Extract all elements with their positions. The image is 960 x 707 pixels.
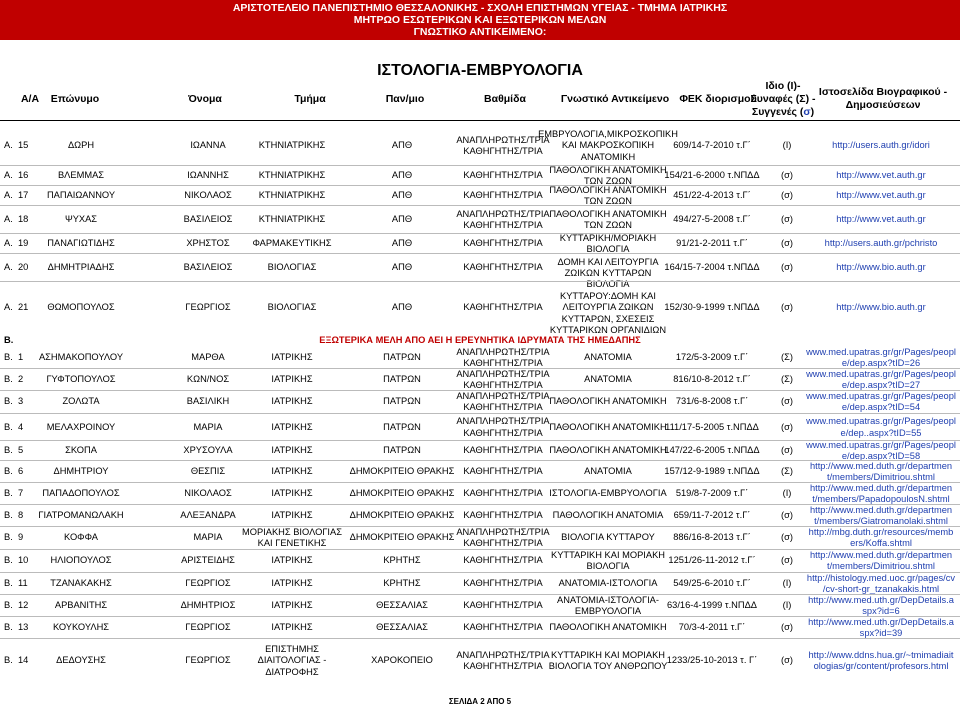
row-group: Α. [4, 190, 13, 201]
banner-subject-label: ΓΝΩΣΤΙΚΟ ΑΝΤΙΚΕΙΜΕΝΟ: [413, 26, 547, 38]
row-divider [0, 440, 960, 441]
row-kinship: (Ι) [782, 600, 792, 611]
row-divider [0, 572, 960, 573]
row-university: ΑΠΘ [391, 302, 413, 313]
row-firstname: ΑΡΙΣΤΕΙΔΗΣ [181, 555, 235, 566]
row-subject: ΙΣΤΟΛΟΓΙΑ-ΕΜΒΡΥΟΛΟΓΙΑ [549, 488, 667, 499]
table-row [0, 639, 960, 683]
row-university: ΑΠΘ [391, 262, 413, 273]
row-department: ΦΑΡΜΑΚΕΥΤΙΚΗΣ [252, 238, 332, 249]
row-website[interactable]: http://www.vet.auth.gr [836, 214, 926, 225]
row-rank: ΚΑΘΗΓΗΤΗΣ/ΤΡΙΑ [463, 510, 543, 521]
row-surname: ΒΛΕΜΜΑΣ [57, 170, 105, 181]
row-website[interactable]: http://www.med.duth.gr/departmen t/members/PapadopoulosN.shtml [809, 482, 953, 504]
row-university: ΘΕΣΣΑΛΙΑΣ [376, 622, 428, 633]
row-kinship: (σ) [781, 510, 793, 521]
section-letter: Β. [4, 335, 14, 345]
page-title: ΙΣΤΟΛΟΓΙΑ-ΕΜΒΡΥΟΛΟΓΙΑ [377, 62, 583, 79]
row-divider [0, 616, 960, 617]
page-number: ΣΕΛΙΔΑ 2 ΑΠΟ 5 [448, 697, 512, 706]
row-number: 17 [18, 190, 29, 201]
row-subject: ΑΝΑΤΟΜΙΑ [584, 352, 632, 363]
kinship-end: ) [810, 106, 815, 118]
header-divider [0, 120, 960, 121]
row-university: ΠΑΤΡΩΝ [383, 445, 421, 456]
table-row [0, 441, 960, 461]
row-subject: ΑΝΑΤΟΜΙΑ [584, 466, 632, 477]
header-banner [0, 0, 960, 40]
row-subject: ΠΑΘΟΛΟΓΙΚΗ ΑΝΑΤΟΜΙΚΗ [549, 445, 667, 456]
row-surname: ΠΑΠΑΔΟΠΟΥΛΟΣ [42, 488, 120, 499]
row-university: ΔΗΜΟΚΡΙΤΕΙΟ ΘΡΑΚΗΣ [349, 466, 455, 477]
row-department: ΙΑΤΡΙΚΗΣ [271, 374, 313, 385]
row-subject: ΑΝΑΤΟΜΙΑ-ΙΣΤΟΛΟΓΙΑ-ΕΜΒΡΥΟΛΟΓΙΑ [557, 594, 659, 616]
row-group: Β. [4, 374, 13, 385]
row-rank: ΚΑΘΗΓΗΤΗΣ/ΤΡΙΑ [463, 262, 543, 273]
row-number: 8 [18, 510, 24, 521]
row-group: Α. [4, 170, 13, 181]
table-row [0, 414, 960, 441]
row-firstname: ΜΑΡΙΑ [193, 421, 223, 432]
row-rank: ΚΑΘΗΓΗΤΗΣ/ΤΡΙΑ [463, 600, 543, 611]
table-row [0, 186, 960, 206]
row-rank: ΚΑΘΗΓΗΤΗΣ/ΤΡΙΑ [463, 578, 543, 589]
table-row [0, 347, 960, 369]
row-kinship: (σ) [781, 214, 793, 225]
col-rank: Βαθμίδα [484, 93, 526, 105]
row-firstname: ΓΕΩΡΓΙΟΣ [185, 578, 231, 589]
row-fek: 111/17-5-2005 τ.ΝΠΔΔ [665, 421, 759, 432]
row-fek: 451/22-4-2013 τ.Γ΄ [673, 190, 751, 201]
row-group: Α. [4, 262, 13, 273]
row-department: ΙΑΤΡΙΚΗΣ [271, 488, 313, 499]
row-university: ΠΑΤΡΩΝ [383, 421, 421, 432]
row-subject: ΠΑΘΟΛΟΓΙΚΗ ΑΝΑΤΟΜΙΚΗ ΤΩΝ ΖΩΩΝ [549, 184, 667, 206]
section-external-members [0, 335, 960, 346]
row-university: ΔΗΜΟΚΡΙΤΕΙΟ ΘΡΑΚΗΣ [349, 510, 455, 521]
row-university: ΑΠΘ [391, 214, 413, 225]
row-kinship: (σ) [781, 190, 793, 201]
row-subject: ΠΑΘΟΛΟΓΙΚΗ ΑΝΑΤΟΜΙΚΗ [549, 421, 667, 432]
row-kinship: (σ) [781, 532, 793, 543]
row-fek: 70/3-4-2011 τ.Γ΄ [678, 622, 746, 633]
row-rank: ΚΑΘΗΓΗΤΗΣ/ΤΡΙΑ [463, 466, 543, 477]
row-rank: ΑΝΑΠΛΗΡΩΤΗΣ/ΤΡΙΑ ΚΑΘΗΓΗΤΗΣ/ΤΡΙΑ [456, 390, 550, 412]
table-row [0, 128, 960, 164]
table-row [0, 483, 960, 505]
row-firstname: ΙΩΑΝΝΗΣ [187, 170, 229, 181]
row-university: ΑΠΘ [391, 190, 413, 201]
row-surname: ΖΟΛΩΤΑ [62, 396, 100, 407]
row-website[interactable]: www.med.upatras.gr/gr/Pages/peopl e/dep.aspx?tID=26 [806, 346, 956, 368]
row-kinship: (Ι) [782, 578, 792, 589]
col-univ: Παν/μιο [385, 93, 425, 105]
row-department: ΜΟΡΙΑΚΗΣ ΒΙΟΛΟΓΙΑΣ ΚΑΙ ΓΕΝΕΤΙΚΗΣ [242, 526, 342, 548]
table-row [0, 461, 960, 483]
row-university: ΚΡΗΤΗΣ [383, 578, 421, 589]
row-number: 4 [18, 421, 24, 432]
row-university: ΑΠΘ [391, 238, 413, 249]
row-website[interactable]: http://www.vet.auth.gr [836, 190, 926, 201]
row-divider [0, 205, 960, 206]
row-department: ΚΤΗΝΙΑΤΡΙΚΗΣ [258, 214, 326, 225]
row-firstname: ΧΡΥΣΟΥΛΑ [183, 445, 233, 456]
row-divider [0, 413, 960, 414]
row-divider [0, 281, 960, 282]
row-department: ΕΠΙΣΤΗΜΗΣ ΔΙΑΙΤΟΛΟΓΙΑΣ - ΔΙΑΤΡΟΦΗΣ [257, 643, 327, 677]
row-number: 13 [18, 622, 29, 633]
row-divider [0, 233, 960, 234]
row-number: 10 [18, 555, 29, 566]
row-kinship: (Ι) [782, 488, 792, 499]
table-header [0, 78, 960, 120]
row-fek: 519/8-7-2009 τ.Γ΄ [675, 488, 749, 499]
row-website[interactable]: http://users.auth.gr/pchristo [824, 238, 938, 249]
row-fek: 731/6-8-2008 τ.Γ΄ [675, 396, 749, 407]
row-subject: ΒΙΟΛΟΓΙΑ ΚΥΤΤΑΡΟΥ [561, 532, 655, 543]
row-university: ΔΗΜΟΚΡΙΤΕΙΟ ΘΡΑΚΗΣ [349, 532, 455, 543]
table-row [0, 595, 960, 617]
row-website[interactable]: http://www.ddns.hua.gr/~tmimadiait ologias/gr/content/profesors.html [808, 649, 954, 671]
row-firstname: ΓΕΩΡΓΙΟΣ [185, 302, 231, 313]
row-kinship: (σ) [781, 170, 793, 181]
row-firstname: ΒΑΣΙΛΕΙΟΣ [183, 214, 233, 225]
row-group: Β. [4, 510, 13, 521]
row-department: ΙΑΤΡΙΚΗΣ [271, 510, 313, 521]
row-surname: ΣΚΟΠΑ [65, 445, 97, 456]
row-subject: ΠΑΘΟΛΟΓΙΚΗ ΑΝΑΤΟΜΙΑ [552, 510, 664, 521]
kinship-symbol: σ [803, 106, 811, 118]
row-divider [0, 504, 960, 505]
row-kinship: (σ) [781, 396, 793, 407]
row-number: 3 [18, 396, 24, 407]
row-divider [0, 165, 960, 166]
row-group: Α. [4, 238, 13, 249]
row-department: ΚΤΗΝΙΑΤΡΙΚΗΣ [258, 170, 326, 181]
row-department: ΒΙΟΛΟΓΙΑΣ [267, 302, 317, 313]
section-title: ΕΞΩΤΕΡΙΚΑ ΜΕΛΗ ΑΠΟ ΑΕΙ Η ΕΡΕΥΝΗΤΙΚΑ ΙΔΡΥΜΑΤΑ ΤΗΣ ΗΜΕΔΑΠΗΣ [319, 335, 641, 345]
row-fek: 164/15-7-2004 τ.ΝΠΔΔ [664, 262, 760, 273]
row-group: Β. [4, 555, 13, 566]
row-surname: ΔΩΡΗ [67, 140, 95, 151]
row-kinship: (Σ) [781, 466, 793, 477]
table-row [0, 166, 960, 186]
row-university: ΚΡΗΤΗΣ [383, 555, 421, 566]
row-number: 19 [18, 238, 29, 249]
row-fek: 147/22-6-2005 τ.ΝΠΔΔ [664, 445, 760, 456]
row-group: Β. [4, 488, 13, 499]
row-website[interactable]: www.med.upatras.gr/gr/Pages/peopl e/dep.aspx?tID=58 [806, 439, 956, 461]
row-rank: ΚΑΘΗΓΗΤΗΣ/ΤΡΙΑ [463, 445, 543, 456]
row-rank: ΑΝΑΠΛΗΡΩΤΗΣ/ΤΡΙΑ ΚΑΘΗΓΗΤΗΣ/ΤΡΙΑ [456, 368, 550, 390]
row-number: 6 [18, 466, 24, 477]
table-row [0, 279, 960, 336]
row-subject: ΠΑΘΟΛΟΓΙΚΗ ΑΝΑΤΟΜΙΚΗ ΤΩΝ ΖΩΩΝ [549, 208, 667, 230]
row-university: ΠΑΤΡΩΝ [383, 374, 421, 385]
row-group: Α. [4, 214, 13, 225]
row-divider [0, 185, 960, 186]
row-surname: ΓΥΦΤΟΠΟΥΛΟΣ [46, 374, 116, 385]
row-department: ΙΑΤΡΙΚΗΣ [271, 352, 313, 363]
row-university: ΠΑΤΡΩΝ [383, 352, 421, 363]
row-surname: ΘΩΜΟΠΟΥΛΟΣ [47, 302, 115, 313]
row-subject: ΠΑΘΟΛΟΓΙΚΗ ΑΝΑΤΟΜΙΚΗ ΤΩΝ ΖΩΩΝ [549, 164, 667, 186]
row-kinship: (σ) [781, 421, 793, 432]
row-rank: ΚΑΘΗΓΗΤΗΣ/ΤΡΙΑ [463, 622, 543, 633]
row-number: 7 [18, 488, 24, 499]
row-number: 16 [18, 170, 29, 181]
row-kinship: (σ) [781, 655, 793, 666]
row-number: 11 [18, 578, 28, 589]
row-department: ΙΑΤΡΙΚΗΣ [271, 421, 313, 432]
row-fek: 152/30-9-1999 τ.ΝΠΔΔ [664, 302, 760, 313]
table-row [0, 206, 960, 234]
row-department: ΙΑΤΡΙΚΗΣ [271, 600, 313, 611]
row-department: ΒΙΟΛΟΓΙΑΣ [267, 262, 317, 273]
row-subject: ΑΝΑΤΟΜΙΑ-ΙΣΤΟΛΟΓΙΑ [558, 578, 658, 589]
row-number: 2 [18, 374, 24, 385]
row-website[interactable]: http://www.med.duth.gr/departmen t/members/Dimitriou.shtml [809, 460, 953, 482]
row-website[interactable]: http://users.auth.gr/idori [832, 140, 930, 151]
row-rank: ΑΝΑΠΛΗΡΩΤΗΣ/ΤΡΙΑ ΚΑΘΗΓΗΤΗΣ/ΤΡΙΑ [456, 208, 550, 230]
row-rank: ΑΝΑΠΛΗΡΩΤΗΣ/ΤΡΙΑ ΚΑΘΗΓΗΤΗΣ/ΤΡΙΑ [456, 134, 550, 156]
row-firstname: ΜΑΡΘΑ [191, 352, 225, 363]
row-department: ΚΤΗΝΙΑΤΡΙΚΗΣ [258, 190, 326, 201]
row-number: 20 [18, 262, 29, 273]
row-rank: ΚΑΘΗΓΗΤΗΣ/ΤΡΙΑ [463, 238, 543, 249]
row-group: Α. [4, 302, 13, 313]
row-group: Β. [4, 532, 13, 543]
row-surname: ΓΙΑΤΡΟΜΑΝΩΛΑΚΗ [38, 510, 124, 521]
row-group: Β. [4, 466, 13, 477]
row-fek: 609/14-7-2010 τ.Γ΄ [673, 140, 751, 151]
table-row [0, 550, 960, 572]
row-divider [0, 390, 960, 391]
row-surname: ΜΕΛΑΧΡΟΙΝΟΥ [46, 421, 116, 432]
row-fek: 63/16-4-1999 τ.ΝΠΔΔ [667, 600, 757, 611]
banner-university: ΑΡΙΣΤΟΤΕΛΕΙΟ ΠΑΝΕΠΙΣΤΗΜΙΟ ΘΕΣΣΑΛΟΝΙΚΗΣ - ΣΧΟΛΗ ΕΠΙΣΤΗΜΩΝ ΥΓΕΙΑΣ - ΤΜΗΜΑ ΙΑΤΡΙΚΗΣ [232, 2, 728, 14]
row-fek: 172/5-3-2009 τ.Γ΄ [675, 352, 749, 363]
row-website[interactable]: http://www.med.uth.gr/DepDetails.a spx?id=6 [808, 594, 954, 616]
row-kinship: (σ) [781, 445, 793, 456]
row-website[interactable]: www.med.upatras.gr/gr/Pages/peopl e/dep..aspx?tID=55 [806, 416, 956, 438]
row-department: ΙΑΤΡΙΚΗΣ [271, 578, 313, 589]
row-divider [0, 253, 960, 254]
row-number: 12 [18, 600, 29, 611]
row-department: ΙΑΤΡΙΚΗΣ [271, 396, 313, 407]
row-kinship: (σ) [781, 302, 793, 313]
row-kinship: (σ) [781, 622, 793, 633]
row-number: 15 [18, 140, 29, 151]
row-group: Β. [4, 445, 13, 456]
row-number: 1 [18, 352, 24, 363]
col-aa: Α/Α [20, 93, 40, 105]
banner-registry: ΜΗΤΡΩΟ ΕΣΩΤΕΡΙΚΩΝ ΚΑΙ ΕΞΩΤΕΡΙΚΩΝ ΜΕΛΩΝ [353, 14, 607, 26]
row-rank: ΚΑΘΗΓΗΤΗΣ/ΤΡΙΑ [463, 170, 543, 181]
row-university: ΔΗΜΟΚΡΙΤΕΙΟ ΘΡΑΚΗΣ [349, 488, 455, 499]
table-row [0, 234, 960, 254]
row-group: Β. [4, 600, 13, 611]
row-firstname: ΑΛΕΞΑΝΔΡΑ [180, 510, 236, 521]
row-number: 18 [18, 214, 29, 225]
row-group: Β. [4, 421, 13, 432]
row-firstname: ΒΑΣΙΛΕΙΟΣ [183, 262, 233, 273]
row-subject: ΚΥΤΤΑΡΙΚΗ ΚΑΙ ΜΟΡΙΑΚΗ ΒΙΟΛΟΓΙΑ [551, 549, 665, 571]
row-rank: ΑΝΑΠΛΗΡΩΤΗΣ/ΤΡΙΑ ΚΑΘΗΓΗΤΗΣ/ΤΡΙΑ [456, 346, 550, 368]
row-department: ΚΤΗΝΙΑΤΡΙΚΗΣ [258, 140, 326, 151]
col-website: Ιστοσελίδα Βιογραφικού - Δημοσιεύσεων [818, 86, 948, 111]
row-university: ΑΠΘ [391, 140, 413, 151]
row-firstname: ΓΕΩΡΓΙΟΣ [185, 655, 231, 666]
col-surname: Επώνυμο [50, 93, 100, 105]
row-subject: ΚΥΤΤΑΡΙΚΗ/ΜΟΡΙΑΚΗ ΒΙΟΛΟΓΙΑ [559, 232, 657, 254]
table-row [0, 369, 960, 391]
row-kinship: (Σ) [781, 374, 793, 385]
row-firstname: ΧΡΗΣΤΟΣ [186, 238, 230, 249]
kinship-label: Ιδιο (Ι)- Συναφές (Σ) - Συγγενές ( [750, 80, 816, 118]
row-university: ΑΠΘ [391, 170, 413, 181]
row-firstname: ΓΕΩΡΓΙΟΣ [185, 622, 231, 633]
row-divider [0, 482, 960, 483]
row-website[interactable]: http://histology.med.uoc.gr/pages/cv /cv-short-gr_tzanakakis.html [806, 572, 956, 594]
table-row [0, 527, 960, 549]
row-website[interactable]: http://www.bio.auth.gr [836, 302, 926, 313]
row-divider [0, 549, 960, 550]
table-row [0, 254, 960, 282]
row-subject: ΠΑΘΟΛΟΓΙΚΗ ΑΝΑΤΟΜΙΚΗ [549, 622, 667, 633]
row-department: ΙΑΤΡΙΚΗΣ [271, 622, 313, 633]
row-website[interactable]: http://www.med.duth.gr/departmen t/members/Giatromanolaki.shtml [809, 504, 953, 526]
table-row [0, 391, 960, 413]
row-university: ΘΕΣΣΑΛΙΑΣ [376, 600, 428, 611]
row-firstname: ΜΑΡΙΑ [193, 532, 223, 543]
row-surname: ΗΛΙΟΠΟΥΛΟΣ [50, 555, 112, 566]
row-surname: ΑΡΒΑΝΙΤΗΣ [54, 600, 108, 611]
row-number: 5 [18, 445, 24, 456]
row-rank: ΑΝΑΠΛΗΡΩΤΗΣ/ΤΡΙΑ ΚΑΘΗΓΗΤΗΣ/ΤΡΙΑ [456, 526, 550, 548]
row-department: ΙΑΤΡΙΚΗΣ [271, 555, 313, 566]
row-fek: 886/16-8-2013 τ.Γ΄ [673, 532, 751, 543]
row-surname: ΔΗΜΗΤΡΙΟΥ [53, 466, 109, 477]
row-group: Β. [4, 578, 13, 589]
row-subject: ΚΥΤΤΑΡΙΚΗ ΚΑΙ ΜΟΡΙΑΚΗ ΒΙΟΛΟΓΙΑ ΤΟΥ ΑΝΘΡΩΠΟΥ [548, 649, 668, 671]
row-rank: ΚΑΘΗΓΗΤΗΣ/ΤΡΙΑ [463, 555, 543, 566]
row-rank: ΚΑΘΗΓΗΤΗΣ/ΤΡΙΑ [463, 488, 543, 499]
row-fek: 659/11-7-2012 τ.Γ΄ [673, 510, 751, 521]
row-university: ΧΑΡΟΚΟΠΕΙΟ [371, 655, 433, 666]
table-row [0, 505, 960, 527]
row-firstname: ΒΑΣΙΛΙΚΗ [186, 396, 230, 407]
row-firstname: ΙΩΑΝΝΑ [190, 140, 226, 151]
row-surname: ΑΣΗΜΑΚΟΠΟΥΛΟΥ [38, 352, 124, 363]
row-fek: 816/10-8-2012 τ.Γ΄ [673, 374, 751, 385]
row-rank: ΑΝΑΠΛΗΡΩΤΗΣ/ΤΡΙΑ ΚΑΘΗΓΗΤΗΣ/ΤΡΙΑ [456, 649, 550, 671]
row-subject: ΒΙΟΛΟΓΙΑ ΚΥΤΤΑΡΟΥ:ΔΟΜΗ ΚΑΙ ΛΕΙΤΟΥΡΓΙΑ ΖΩΙΚΩΝ ΚΥΤΤΑΡΩΝ, ΣΧΕΣΕΙΣ ΚΥΤΤΑΡΙΚΩΝ ΟΡΓΑΝΙΔΙΩΝ [549, 279, 667, 336]
row-fek: 91/21-2-2011 τ.Γ΄ [676, 238, 748, 249]
col-dept: Τμήμα [294, 93, 326, 105]
table-row [0, 617, 960, 639]
row-firstname: ΔΗΜΗΤΡΙΟΣ [180, 600, 236, 611]
row-divider [0, 638, 960, 639]
row-divider [0, 460, 960, 461]
row-website[interactable]: www.med.upatras.gr/gr/Pages/peopl e/dep.aspx?tID=54 [806, 390, 956, 412]
row-surname: ΔΗΜΗΤΡΙΑΔΗΣ [47, 262, 115, 273]
row-subject: ΠΑΘΟΛΟΓΙΚΗ ΑΝΑΤΟΜΙΚΗ [549, 396, 667, 407]
row-university: ΠΑΤΡΩΝ [383, 396, 421, 407]
row-website[interactable]: http://www.med.duth.gr/departmen t/members/Dimitriou.shtml [809, 549, 953, 571]
row-subject: ΕΜΒΡΥΟΛΟΓΙΑ,ΜΙΚΡΟΣΚΟΠΙΚΗ ΚΑΙ ΜΑΚΡΟΣΚΟΠΙΚΗ ΑΝΑΤΟΜΙΚΗ [538, 128, 678, 162]
row-kinship: (σ) [781, 555, 793, 566]
row-firstname: ΚΩΝ/ΝΟΣ [186, 374, 230, 385]
row-rank: ΚΑΘΗΓΗΤΗΣ/ΤΡΙΑ [463, 302, 543, 313]
row-group: Β. [4, 622, 13, 633]
row-fek: 494/27-5-2008 τ.Γ΄ [673, 214, 751, 225]
row-website[interactable]: http://www.med.uth.gr/DepDetails.a spx?id=39 [808, 616, 954, 638]
row-surname: ΨΥΧΑΣ [64, 214, 98, 225]
row-kinship: (σ) [781, 262, 793, 273]
row-surname: ΤΖΑΝΑΚΑΚΗΣ [50, 578, 112, 589]
row-department: ΙΑΤΡΙΚΗΣ [271, 466, 313, 477]
row-department: ΙΑΤΡΙΚΗΣ [271, 445, 313, 456]
table-row [0, 573, 960, 595]
row-group: Α. [4, 140, 13, 151]
row-fek: 1251/26-11-2012 τ.Γ΄ [668, 555, 756, 566]
row-divider [0, 594, 960, 595]
row-group: Β. [4, 396, 13, 407]
row-divider [0, 526, 960, 527]
row-firstname: ΘΕΣΠΙΣ [190, 466, 226, 477]
row-surname: ΔΕΔΟΥΣΗΣ [56, 655, 106, 666]
row-group: Β. [4, 352, 13, 363]
row-kinship: (Σ) [781, 352, 793, 363]
col-fek: ΦΕΚ διορισμού [679, 93, 757, 105]
row-firstname: ΝΙΚΟΛΑΟΣ [184, 488, 232, 499]
row-rank: ΚΑΘΗΓΗΤΗΣ/ΤΡΙΑ [463, 190, 543, 201]
row-firstname: ΝΙΚΟΛΑΟΣ [184, 190, 232, 201]
row-surname: ΠΑΝΑΓΙΩΤΙΔΗΣ [47, 238, 115, 249]
row-number: 9 [18, 532, 24, 543]
row-fek: 154/21-6-2000 τ.ΝΠΔΔ [664, 170, 760, 181]
row-website[interactable]: www.med.upatras.gr/gr/Pages/peopl e/dep.aspx?tID=27 [806, 368, 956, 390]
row-rank: ΑΝΑΠΛΗΡΩΤΗΣ/ΤΡΙΑ ΚΑΘΗΓΗΤΗΣ/ΤΡΙΑ [456, 416, 550, 438]
row-kinship: (σ) [781, 238, 793, 249]
row-divider [0, 368, 960, 369]
row-surname: ΠΑΠΑΙΩΑΝΝΟΥ [46, 190, 116, 201]
col-subject: Γνωστικό Αντικείμενο [560, 93, 670, 105]
row-website[interactable]: http://www.vet.auth.gr [836, 170, 926, 181]
row-group: Β. [4, 655, 13, 666]
row-subject: ΑΝΑΤΟΜΙΑ [584, 374, 632, 385]
row-subject: ΔΟΜΗ ΚΑΙ ΛΕΙΤΟΥΡΓΙΑ ΖΩΙΚΩΝ ΚΥΤΤΑΡΩΝ [557, 256, 659, 278]
row-number: 14 [18, 655, 29, 666]
row-surname: ΚΟΦΦΑ [64, 532, 98, 543]
row-fek: 157/12-9-1989 τ.ΝΠΔΔ [664, 466, 760, 477]
row-fek: 1233/25-10-2013 τ. Γ΄ [666, 655, 758, 666]
row-website[interactable]: http://mbg.duth.gr/resources/memb ers/Koffa.shtml [808, 526, 954, 548]
row-number: 21 [18, 302, 29, 313]
row-surname: ΚΟΥΚΟΥΛΗΣ [52, 622, 110, 633]
row-fek: 549/25-6-2010 τ.Γ΄ [673, 578, 751, 589]
row-website[interactable]: http://www.bio.auth.gr [836, 262, 926, 273]
row-kinship: (Ι) [782, 140, 792, 151]
col-name: Όνομα [188, 93, 222, 105]
